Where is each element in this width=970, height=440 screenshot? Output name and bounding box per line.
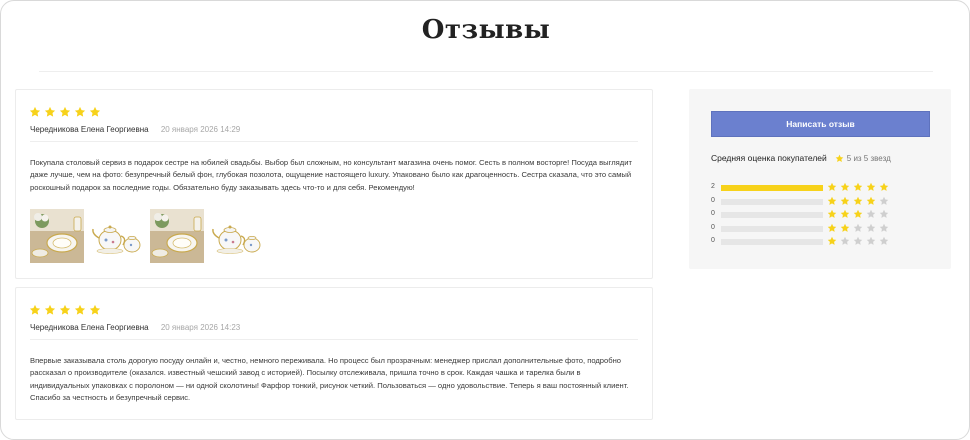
- rating-bar: [721, 185, 823, 191]
- rating-stars: [827, 236, 889, 246]
- average-rating-value: 5 из 5 звезд: [846, 153, 891, 163]
- star-filled-icon: [827, 182, 837, 192]
- review-card: [15, 89, 653, 279]
- rating-summary-panel: [689, 89, 951, 269]
- rating-bar: [721, 226, 823, 232]
- review-photo-thumbnail[interactable]: [30, 209, 84, 263]
- rating-bar: [721, 199, 823, 205]
- rating-count: 0: [711, 223, 715, 231]
- divider: [30, 339, 638, 340]
- review-text: Покупала столовый сервиз в подарок сестре на юбилей свадьбы. Выбор был сложным, но консультант магазина очень помог. Сесть в полном восторге! Посуда выглядит даже лучше, чем на фото: безупречный белый фон, глубокая позолота, ощущение настоящего luxury. Упаковано было как драгоценность. Сестра сказала, что это самый роскошный подарок за последние годы. Обязательно буду заказывать здесь что-то и для себя. Рекомендую!: [30, 158, 632, 192]
- rating-distribution-row[interactable]: [711, 195, 941, 209]
- star-filled-icon: [59, 106, 71, 118]
- star-filled-icon: [866, 196, 876, 206]
- star-empty-icon: [866, 236, 876, 246]
- star-filled-icon: [89, 304, 101, 316]
- review-rating: [29, 304, 101, 318]
- star-filled-icon: [44, 304, 56, 316]
- star-filled-icon: [840, 223, 850, 233]
- star-filled-icon: [74, 106, 86, 118]
- star-empty-icon: [879, 223, 889, 233]
- review-date: 20 января 2026 14:29: [160, 125, 241, 134]
- page-title: Отзывы: [421, 15, 551, 45]
- average-rating: [711, 153, 891, 163]
- rating-stars: [827, 182, 889, 192]
- rating-bar-fill: [721, 185, 823, 191]
- star-filled-icon: [840, 182, 850, 192]
- rating-distribution-row[interactable]: [711, 235, 941, 249]
- rating-count: 0: [711, 237, 715, 244]
- star-filled-icon: [827, 236, 837, 246]
- write-review-button[interactable]: Написать отзыв: [711, 111, 930, 137]
- divider: [39, 71, 933, 72]
- star-filled-icon: [44, 106, 56, 118]
- star-filled-icon: [827, 223, 837, 233]
- star-empty-icon: [866, 223, 876, 233]
- rating-stars: [827, 196, 889, 206]
- rating-bar: [721, 239, 823, 245]
- rating-distribution: [711, 181, 941, 249]
- star-filled-icon: [59, 304, 71, 316]
- star-empty-icon: [853, 236, 863, 246]
- review-meta: [30, 125, 240, 134]
- review-meta: [30, 323, 240, 332]
- review-photo-thumbnail[interactable]: [150, 209, 204, 263]
- review-photo-thumbnail[interactable]: [90, 209, 144, 263]
- star-filled-icon: [853, 209, 863, 219]
- review-photos: [30, 209, 264, 263]
- review-text: Впервые заказывала столь дорогую посуду онлайн и, честно, немного переживала. Но процесс был прозрачным: менеджер прислал дополнительные фото, подробно рассказал о производителе (оказался. известный чешский завод с историей). Посылку отслеживала, пришла точно в срок. Каждая чашка и тарелка были в индивидуальных упаковках с поролоном — ни одной сколотины! Фарфор тонкий, рисунок четкий. Пользоваться — одно удовольствие. Теперь я ваш постоянный клиент. Спасибо за честность и безупречный сервис.: [30, 356, 629, 402]
- star-filled-icon: [853, 182, 863, 192]
- star-filled-icon: [74, 304, 86, 316]
- review-author: Чередникова Елена Георгиевна: [30, 125, 149, 134]
- divider: [30, 141, 638, 142]
- star-filled-icon: [89, 106, 101, 118]
- review-date: 20 января 2026 14:23: [160, 323, 241, 332]
- rating-bar: [721, 212, 823, 218]
- star-empty-icon: [840, 236, 850, 246]
- star-filled-icon: [853, 196, 863, 206]
- star-empty-icon: [879, 209, 889, 219]
- star-filled-icon: [840, 209, 850, 219]
- rating-distribution-row[interactable]: [711, 208, 941, 222]
- star-empty-icon: [853, 223, 863, 233]
- rating-count: 2: [711, 183, 715, 190]
- star-filled-icon: [827, 196, 837, 206]
- rating-stars: [827, 223, 889, 233]
- review-rating: [29, 106, 101, 120]
- average-rating-label: Средняя оценка покупателей: [711, 153, 827, 163]
- star-icon: [835, 154, 844, 163]
- review-photo-thumbnail[interactable]: [210, 209, 264, 263]
- review-card: [15, 287, 653, 420]
- star-empty-icon: [866, 209, 876, 219]
- rating-distribution-row[interactable]: [711, 222, 941, 236]
- star-filled-icon: [879, 182, 889, 192]
- star-filled-icon: [866, 182, 876, 192]
- star-filled-icon: [29, 304, 41, 316]
- rating-count: 0: [711, 210, 715, 217]
- star-empty-icon: [879, 196, 889, 206]
- star-filled-icon: [827, 209, 837, 219]
- rating-stars: [827, 209, 889, 219]
- star-empty-icon: [879, 236, 889, 246]
- star-filled-icon: [29, 106, 41, 118]
- rating-distribution-row[interactable]: [711, 181, 941, 195]
- rating-count: 0: [711, 196, 715, 204]
- review-author: Чередникова Елена Георгиевна: [30, 323, 149, 332]
- star-filled-icon: [840, 196, 850, 206]
